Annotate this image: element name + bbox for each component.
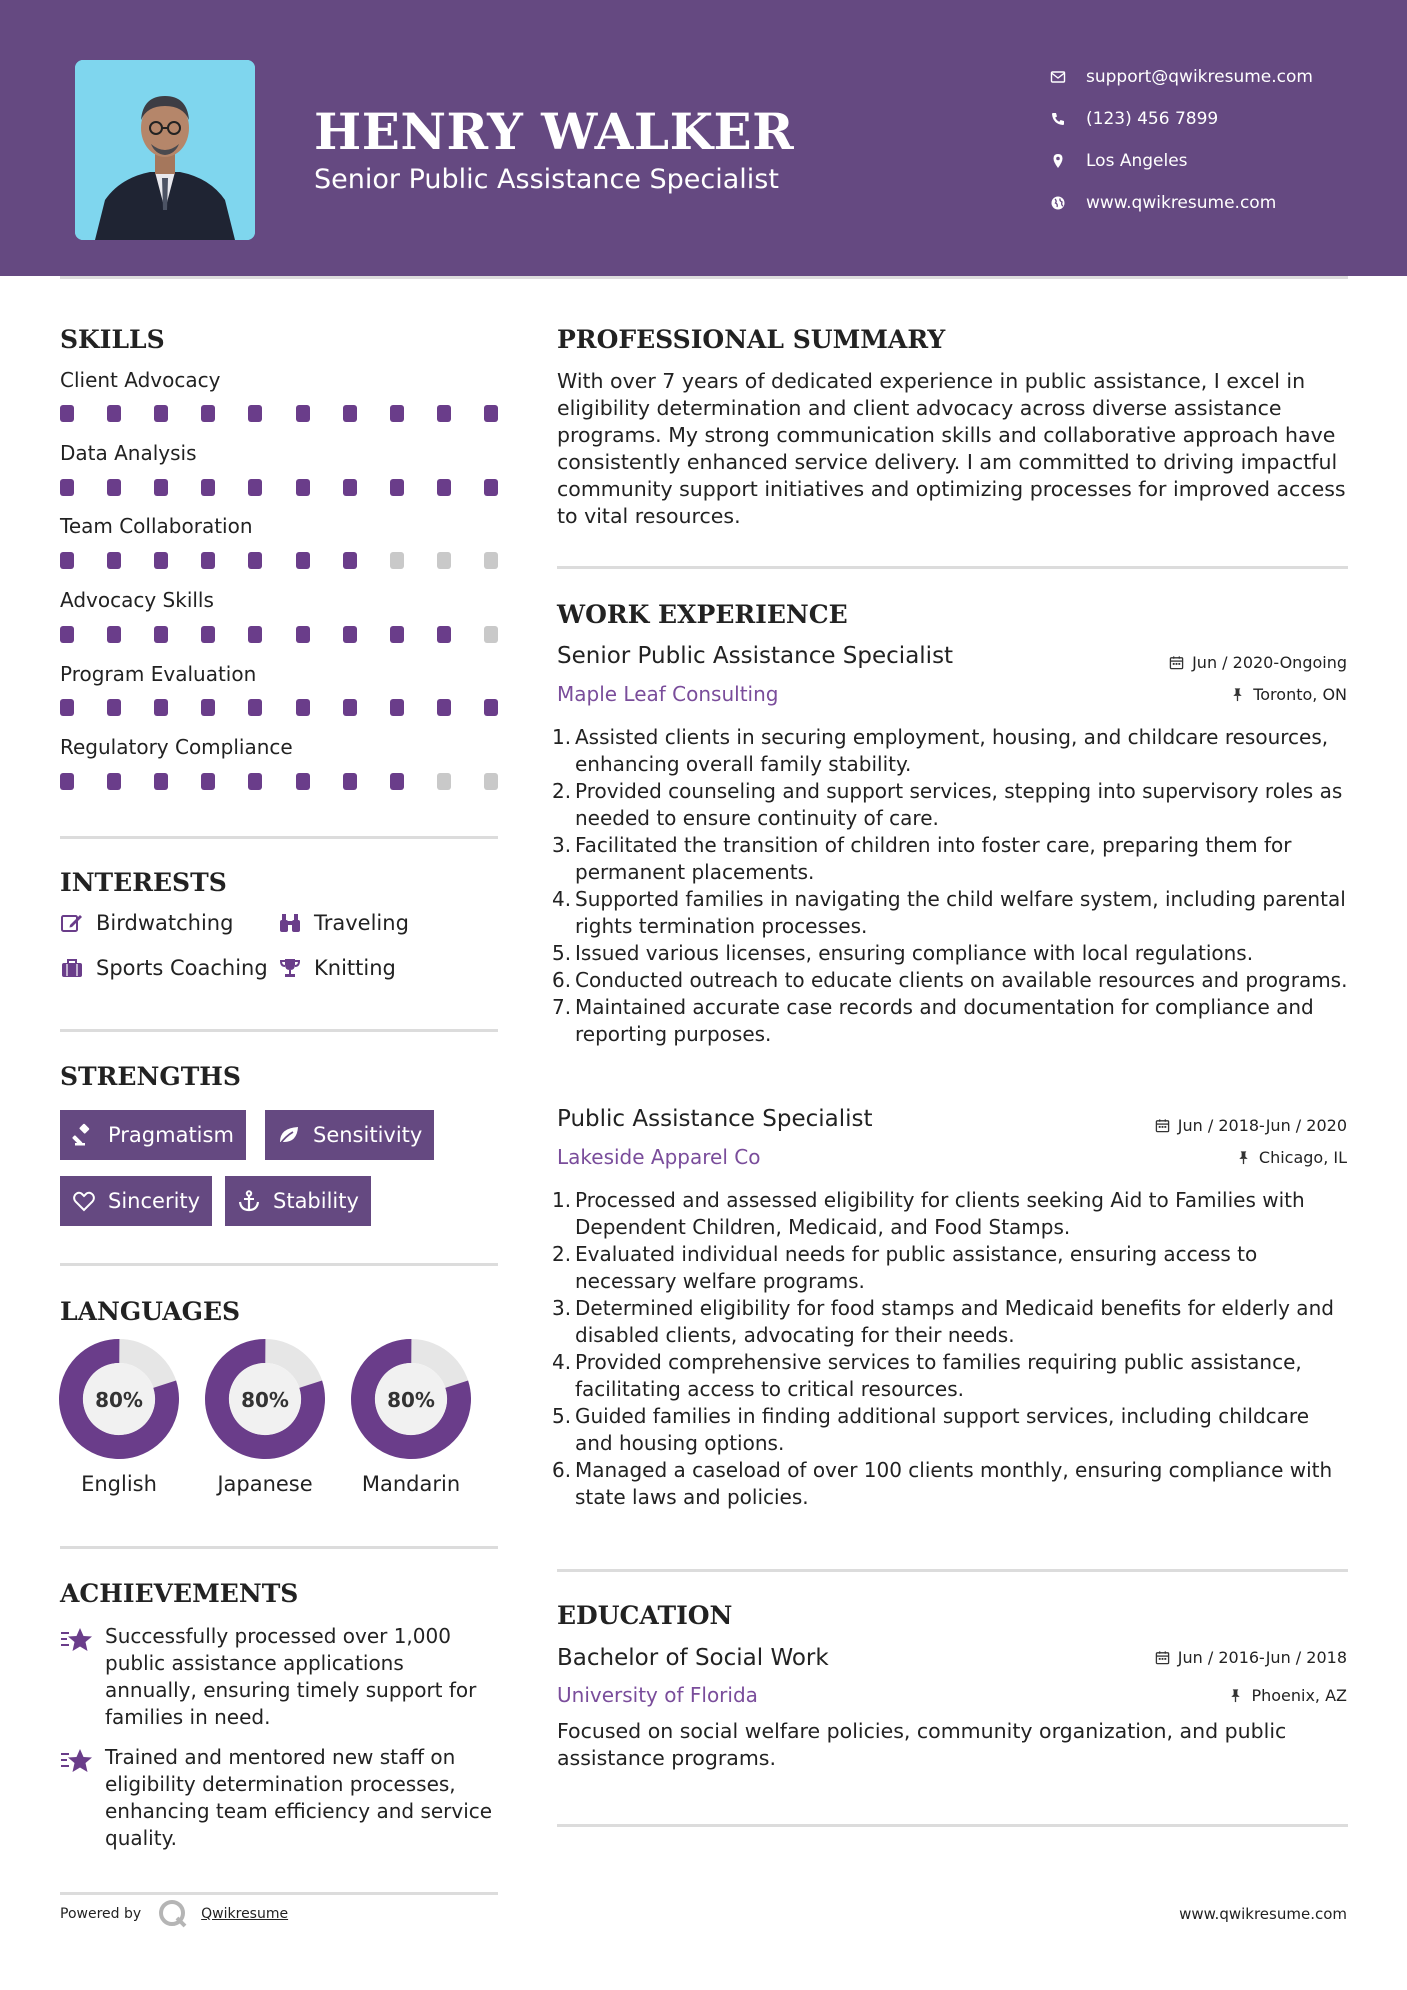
contact-location — [1050, 140, 1313, 182]
job-bullet-list — [552, 724, 1352, 1048]
pushpin-icon — [1228, 1688, 1243, 1703]
summary-text: With over 7 years of dedicated experience in public assistance, I excel in eligibility determination and client advocacy across diverse assistance programs. My strong communication skills and collaborative approach have consistently enhanced service delivery. I am committed to driving impactful community support initiatives and optimizing processes for improved access to vital resources. — [557, 369, 1346, 528]
job-bullet-text: Facilitated the transition of children into foster care, preparing them for permanent placements. — [575, 833, 1292, 884]
skill-dot-filled — [296, 405, 310, 422]
job-bullet-text: Provided comprehensive services to families requiring public assistance, facilitating access to critical resources. — [575, 1350, 1302, 1401]
skill-dot-filled — [107, 626, 121, 643]
skill-dot-filled — [484, 699, 498, 716]
job-bullet-text: Determined eligibility for food stamps and Medicaid benefits for elderly and disabled clients, advocating for their needs. — [575, 1296, 1334, 1347]
job-bullet: 2. Provided counseling and support services, stepping into supervisory roles as needed to ensure continuity of care. — [552, 778, 1352, 832]
language-item — [58, 1338, 180, 1496]
footer-website[interactable]: www.qwikresume.com — [1179, 1905, 1347, 1923]
contact-email[interactable] — [1050, 56, 1313, 98]
skill-name: Team Collaboration — [60, 514, 253, 538]
job-bullet: 5. Guided families in finding additional support services, including childcare and housing options. — [552, 1403, 1352, 1457]
pencil-square-icon — [60, 911, 84, 935]
footer-divider — [60, 1892, 498, 1895]
skill-dot-filled — [154, 405, 168, 422]
qwikresume-link[interactable]: Qwikresume — [201, 1906, 289, 1922]
education-location — [1228, 1686, 1347, 1705]
map-marker-icon — [1050, 153, 1086, 169]
leaf-icon — [277, 1123, 301, 1147]
powered-by-text: Powered by — [60, 1906, 142, 1922]
pushpin-icon — [1236, 1150, 1251, 1165]
skill-dot-filled — [390, 773, 404, 790]
skill-dot-filled — [296, 626, 310, 643]
skills-heading: SKILLS — [60, 325, 165, 354]
contact-location-text: Los Angeles — [1086, 151, 1188, 171]
skill-dot-filled — [201, 479, 215, 496]
footer-powered-by — [60, 1898, 288, 1930]
contact-website-text: www.qwikresume.com — [1086, 193, 1277, 213]
job-location — [1230, 685, 1347, 704]
interests-heading: INTERESTS — [60, 868, 227, 897]
skill-dot-filled — [154, 699, 168, 716]
job-company: Maple Leaf Consulting — [557, 682, 779, 706]
job-bullet-text: Issued various licenses, ensuring compliance with local regulations. — [575, 941, 1254, 965]
skill-dot-filled — [107, 405, 121, 422]
interest-label: Sports Coaching — [96, 956, 268, 980]
qwikresume-logo-icon — [157, 1898, 189, 1930]
section-divider — [557, 1569, 1348, 1572]
language-name: Mandarin — [361, 1472, 461, 1496]
skill-dot-filled — [107, 773, 121, 790]
skill-dot-filled — [201, 405, 215, 422]
skill-rating — [60, 552, 498, 569]
skill-dot-empty — [437, 773, 451, 790]
interest-item — [60, 911, 233, 935]
achievements-heading: ACHIEVEMENTS — [60, 1579, 299, 1608]
section-divider — [60, 836, 498, 839]
job-bullet: 6. Conducted outreach to educate clients on available resources and programs. — [552, 968, 1348, 992]
contact-website[interactable] — [1050, 182, 1313, 224]
pushpin-icon — [1230, 687, 1245, 702]
skill-name: Client Advocacy — [60, 368, 221, 392]
skill-dot-filled — [154, 552, 168, 569]
contact-phone-text: (123) 456 7899 — [1086, 109, 1219, 129]
education-heading: EDUCATION — [557, 1601, 733, 1630]
skill-dot-filled — [248, 552, 262, 569]
language-gauge — [58, 1338, 180, 1460]
skill-dot-filled — [60, 626, 74, 643]
strength-label: Pragmatism — [108, 1123, 234, 1147]
strength-label: Sensitivity — [313, 1123, 423, 1147]
job-bullet: 1. Assisted clients in securing employment, housing, and childcare resources, enhancing overall family stability. — [552, 724, 1352, 778]
binoculars-icon — [278, 911, 302, 935]
star-icon — [60, 1746, 94, 1776]
job-date — [1155, 1116, 1347, 1135]
skill-dot-filled — [248, 626, 262, 643]
envelope-icon — [1050, 69, 1086, 85]
job-location — [1236, 1148, 1347, 1167]
suitcase-icon — [60, 956, 84, 980]
header-divider — [60, 276, 1348, 279]
job-bullet: 6. Managed a caseload of over 100 clients monthly, ensuring compliance with state laws and policies. — [552, 1457, 1352, 1511]
education-date — [1155, 1648, 1347, 1667]
job-bullet-text: Maintained accurate case records and documentation for compliance and reporting purposes. — [575, 995, 1314, 1046]
job-bullet-text: Processed and assessed eligibility for clients seeking Aid to Families with Dependent Children, Medicaid, and Food Stamps. — [575, 1188, 1305, 1239]
education-description: Focused on social welfare policies, community organization, and public assistance programs. — [557, 1719, 1287, 1770]
skill-dot-filled — [484, 405, 498, 422]
interest-label: Birdwatching — [96, 911, 234, 935]
skill-rating — [60, 479, 498, 496]
skill-dot-filled — [296, 699, 310, 716]
skill-dot-filled — [154, 479, 168, 496]
skill-dot-empty — [484, 552, 498, 569]
skill-rating — [60, 699, 498, 716]
language-percent-label: 80% — [241, 1388, 289, 1412]
profile-photo — [75, 60, 255, 240]
skill-dot-filled — [201, 773, 215, 790]
summary-heading: PROFESSIONAL SUMMARY — [557, 325, 946, 354]
language-gauge — [350, 1338, 472, 1460]
interest-label: Traveling — [314, 911, 409, 935]
job-bullet: 7. Maintained accurate case records and documentation for compliance and reporting purposes. — [552, 994, 1352, 1048]
strength-label: Stability — [273, 1189, 359, 1213]
interest-item — [278, 911, 409, 935]
trophy-icon — [278, 956, 302, 980]
globe-icon — [1050, 195, 1086, 211]
job-bullet-text: Guided families in finding additional support services, including childcare and housing options. — [575, 1404, 1310, 1455]
phone-icon — [1050, 111, 1086, 127]
job-bullet-text: Provided counseling and support services, stepping into supervisory roles as needed to ensure continuity of care. — [575, 779, 1343, 830]
job-bullet-list — [552, 1187, 1352, 1511]
job-role: Public Assistance Specialist — [557, 1106, 873, 1132]
profile-photo-image — [75, 60, 255, 240]
strength-label: Sincerity — [108, 1189, 201, 1213]
section-divider — [557, 566, 1348, 569]
interest-item — [278, 956, 396, 980]
star-icon — [60, 1625, 94, 1655]
skill-dot-filled — [60, 479, 74, 496]
skill-dot-filled — [60, 773, 74, 790]
strengths-heading: STRENGTHS — [60, 1062, 241, 1091]
candidate-name: HENRY WALKER — [314, 102, 795, 161]
skill-rating — [60, 405, 498, 422]
skill-dot-filled — [390, 699, 404, 716]
job-date-text: Jun / 2018-Jun / 2020 — [1177, 1116, 1347, 1135]
skill-dot-filled — [60, 405, 74, 422]
job-bullet-text: Evaluated individual needs for public assistance, ensuring access to necessary welfare programs. — [575, 1242, 1258, 1293]
calendar-icon — [1155, 1650, 1170, 1665]
language-gauge — [204, 1338, 326, 1460]
language-item — [350, 1338, 472, 1496]
skill-dot-filled — [201, 626, 215, 643]
skill-dot-filled — [248, 405, 262, 422]
job-bullet: 4. Provided comprehensive services to families requiring public assistance, facilitating access to critical resources. — [552, 1349, 1352, 1403]
heart-icon — [72, 1189, 96, 1213]
job-bullet-text: Assisted clients in securing employment, housing, and childcare resources, enhancing overall family stability. — [575, 725, 1329, 776]
skill-dot-empty — [390, 552, 404, 569]
interest-item — [60, 956, 268, 980]
contact-phone[interactable] — [1050, 98, 1313, 140]
resume-header — [0, 0, 1407, 276]
job-bullet: 5. Issued various licenses, ensuring compliance with local regulations. — [552, 941, 1254, 965]
skill-name: Regulatory Compliance — [60, 735, 293, 759]
skill-dot-filled — [343, 773, 357, 790]
skill-dot-empty — [484, 773, 498, 790]
education-location-text: Phoenix, AZ — [1251, 1686, 1347, 1705]
skill-name: Advocacy Skills — [60, 588, 214, 612]
language-percent-label: 80% — [95, 1388, 143, 1412]
achievement-text: Successfully processed over 1,000 public assistance applications annually, ensuring timely support for families in need. — [105, 1624, 477, 1729]
experience-heading: WORK EXPERIENCE — [557, 600, 848, 629]
skill-dot-filled — [437, 699, 451, 716]
section-divider — [60, 1029, 498, 1032]
skill-dot-filled — [343, 552, 357, 569]
language-name: Japanese — [217, 1472, 313, 1496]
skill-dot-filled — [343, 479, 357, 496]
skill-dot-filled — [437, 479, 451, 496]
skill-dot-filled — [154, 773, 168, 790]
calendar-icon — [1155, 1118, 1170, 1133]
candidate-title: Senior Public Assistance Specialist — [314, 164, 779, 195]
job-bullet: 3. Determined eligibility for food stamps and Medicaid benefits for elderly and disabled clients, advocating for their needs. — [552, 1295, 1352, 1349]
job-bullet: 2. Evaluated individual needs for public assistance, ensuring access to necessary welfare programs. — [552, 1241, 1352, 1295]
skill-dot-filled — [60, 552, 74, 569]
education-degree: Bachelor of Social Work — [557, 1645, 829, 1671]
skill-dot-filled — [107, 479, 121, 496]
education-date-text: Jun / 2016-Jun / 2018 — [1177, 1648, 1347, 1667]
skill-dot-filled — [390, 626, 404, 643]
skill-name: Data Analysis — [60, 441, 197, 465]
strength-badge — [225, 1176, 371, 1226]
strength-badge — [60, 1110, 246, 1160]
education-school: University of Florida — [557, 1683, 758, 1707]
strength-badge — [60, 1176, 212, 1226]
skill-dot-filled — [60, 699, 74, 716]
skill-dot-filled — [154, 626, 168, 643]
interest-label: Knitting — [314, 956, 396, 980]
language-percent-label: 80% — [387, 1388, 435, 1412]
skill-dot-filled — [201, 552, 215, 569]
job-bullet-text: Supported families in navigating the child welfare system, including parental rights termination processes. — [575, 887, 1346, 938]
anchor-icon — [237, 1189, 261, 1213]
skill-dot-filled — [437, 626, 451, 643]
skill-dot-filled — [296, 773, 310, 790]
skill-dot-filled — [343, 405, 357, 422]
job-bullet-text: Managed a caseload of over 100 clients monthly, ensuring compliance with state laws and policies. — [575, 1458, 1333, 1509]
job-role: Senior Public Assistance Specialist — [557, 643, 954, 669]
job-bullet: 3. Facilitated the transition of children into foster care, preparing them for permanent placements. — [552, 832, 1352, 886]
job-date-text: Jun / 2020-Ongoing — [1192, 653, 1347, 672]
skill-dot-filled — [343, 699, 357, 716]
languages-heading: LANGUAGES — [60, 1297, 241, 1326]
skill-dot-filled — [484, 479, 498, 496]
job-bullet-text: Conducted outreach to educate clients on available resources and programs. — [575, 968, 1348, 992]
gavel-icon — [72, 1123, 96, 1147]
language-item — [204, 1338, 326, 1496]
language-name: English — [81, 1472, 157, 1496]
contact-list — [1050, 56, 1313, 224]
skill-dot-filled — [390, 405, 404, 422]
skill-dot-filled — [437, 405, 451, 422]
skill-dot-filled — [296, 552, 310, 569]
achievement-item — [60, 1744, 500, 1852]
skill-dot-filled — [107, 552, 121, 569]
job-location-text: Toronto, ON — [1253, 685, 1347, 704]
skill-dot-filled — [390, 479, 404, 496]
job-company: Lakeside Apparel Co — [557, 1145, 761, 1169]
skill-name: Program Evaluation — [60, 662, 257, 686]
section-divider — [60, 1546, 498, 1549]
skill-dot-filled — [107, 699, 121, 716]
job-bullet: 1. Processed and assessed eligibility for clients seeking Aid to Families with Dependent Children, Medicaid, and Food Stamps. — [552, 1187, 1352, 1241]
skill-dot-filled — [248, 479, 262, 496]
skill-dot-filled — [343, 626, 357, 643]
achievement-text: Trained and mentored new staff on eligibility determination processes, enhancing team efficiency and service quality. — [105, 1745, 493, 1850]
skill-rating — [60, 773, 498, 790]
skill-dot-empty — [437, 552, 451, 569]
skill-dot-filled — [201, 699, 215, 716]
section-divider — [557, 1824, 1348, 1827]
section-divider — [60, 1263, 498, 1266]
calendar-icon — [1169, 655, 1184, 670]
job-bullet: 4. Supported families in navigating the child welfare system, including parental rights termination processes. — [552, 886, 1352, 940]
job-location-text: Chicago, IL — [1258, 1148, 1347, 1167]
achievement-item — [60, 1623, 500, 1731]
job-date — [1169, 653, 1347, 672]
skill-dot-empty — [484, 626, 498, 643]
skill-dot-filled — [296, 479, 310, 496]
skill-dot-filled — [248, 699, 262, 716]
strength-badge — [265, 1110, 434, 1160]
skill-dot-filled — [248, 773, 262, 790]
contact-email-text: support@qwikresume.com — [1086, 67, 1313, 87]
skill-rating — [60, 626, 498, 643]
